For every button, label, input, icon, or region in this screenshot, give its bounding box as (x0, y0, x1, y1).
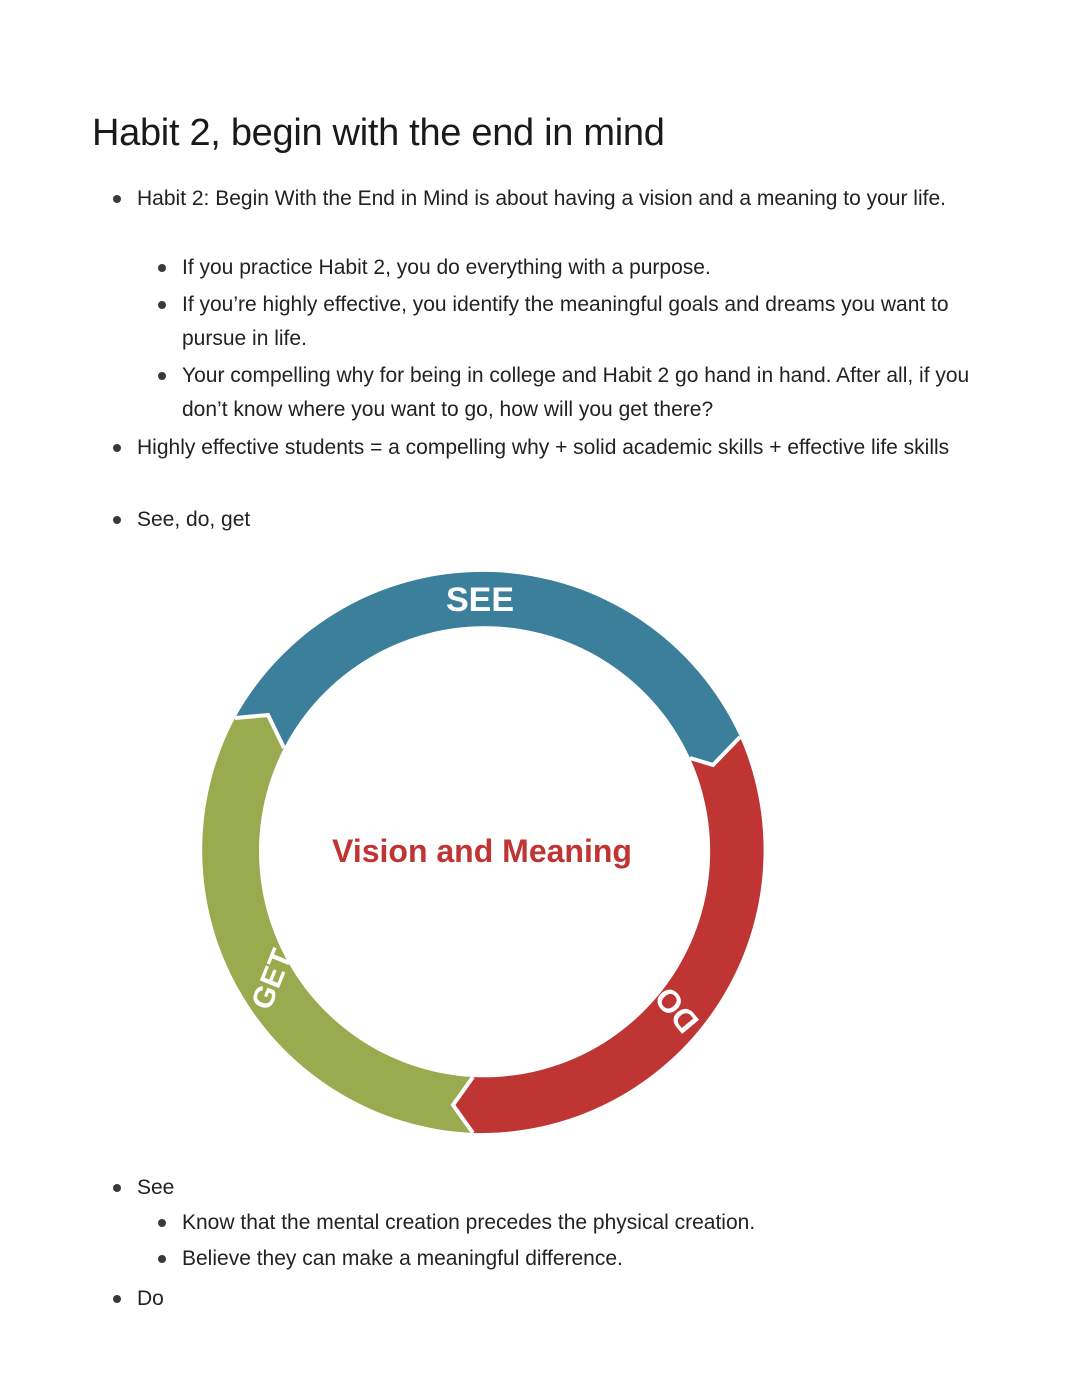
get-segment (202, 715, 473, 1133)
list-item: See (137, 1171, 987, 1205)
list-item: If you practice Habit 2, you do everything with a purpose. (182, 251, 992, 285)
list-item: Know that the mental creation precedes the physical creation. (182, 1206, 992, 1240)
list-item: Highly effective students = a compelling why + solid academic skills + effective life skills (137, 431, 987, 465)
do-label: DO (647, 980, 706, 1041)
list-item: Your compelling why for being in college and Habit 2 go hand in hand. After all, if you don’t know where you want to go, how will you get there? (182, 359, 992, 427)
list-item: Do (137, 1282, 987, 1316)
do-segment (453, 737, 764, 1133)
get-label: GET (245, 944, 300, 1015)
page-title: Habit 2, begin with the end in mind (92, 112, 665, 154)
list-item: If you’re highly effective, you identify the meaningful goals and dreams you want to pursue in life. (182, 288, 992, 356)
see-label: SEE (445, 581, 515, 619)
see-do-get-diagram (198, 565, 778, 1145)
list-item: Believe they can make a meaningful difference. (182, 1242, 992, 1276)
diagram-center-label: Vision and Meaning (332, 833, 632, 869)
list-item: See, do, get (137, 503, 987, 537)
list-item: Habit 2: Begin With the End in Mind is about having a vision and a meaning to your life. (137, 182, 987, 216)
